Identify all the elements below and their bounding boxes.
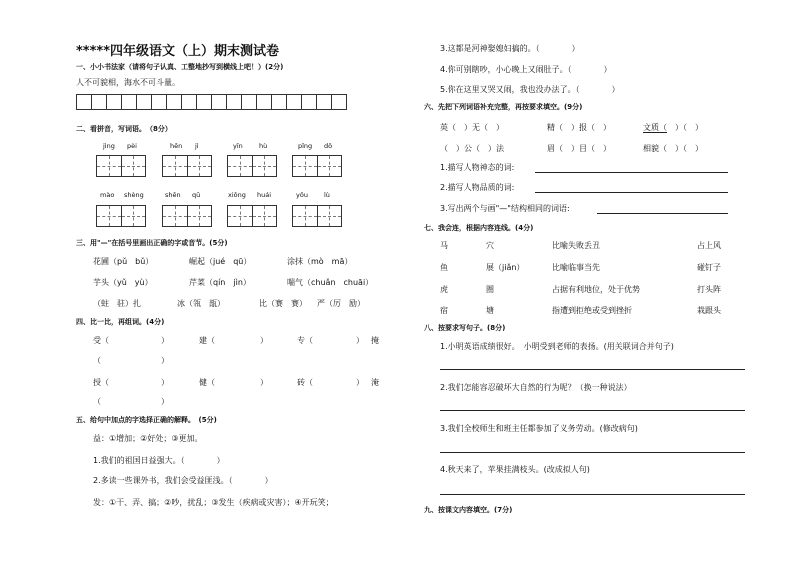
bracket: ） [161,336,169,345]
tian-grid[interactable] [292,205,342,227]
bracket: ） [356,336,364,345]
idiom-blank[interactable]: （ ）公（ ）法 [440,144,504,153]
tian-grid[interactable] [162,155,212,177]
compare-item: 受（ [93,336,109,345]
pinyin: jì [195,142,199,150]
question: 1.我们的祖国日益强大。（ ） [93,456,225,465]
section-3-heading: 三、用"—"在括号里画出正确的字或音节。(5分) [76,239,228,247]
tian-grid[interactable] [162,205,212,227]
match-mid[interactable]: 展（jiǎn） [486,263,525,272]
option-item[interactable]: 芹菜（qín jìn） [189,278,251,287]
answer-line[interactable] [535,172,728,173]
compare-item: 健（ [199,378,215,387]
fill-question: 1.描写人物神态的词: [440,163,515,172]
option-item[interactable]: （蛀 驻）扎 [93,299,141,308]
pinyin: hù [259,142,268,150]
tian-grid[interactable] [96,205,146,227]
tian-grid[interactable] [292,155,342,177]
definition: 益：①增加；②好处；③更加。 [93,434,203,443]
pinyin: xiōng [228,191,246,199]
answer-line[interactable] [440,494,745,495]
compare-item: 淹 [371,378,379,387]
pinyin: lù [324,191,330,199]
tian-grid[interactable] [227,205,277,227]
section-1-heading: 一、小小书法家（请将句子认真、工整地抄写到横线上吧！）(2分) [76,63,284,71]
compare-item: 建（ [199,336,215,345]
match-meaning[interactable]: 比喻失败丢丑 [552,241,600,250]
option-item[interactable]: 喘气（chuǎn chuāi） [287,278,374,287]
section-5-heading: 五、给句中加点的字选择正确的解释。 (5分) [76,416,217,424]
bracket: ） [161,356,169,365]
match-left[interactable]: 鱼 [440,263,448,272]
sentence-task: 3.我们全校师生和班主任都参加了义务劳动。(修改病句) [440,424,638,433]
match-mid[interactable]: 圈 [486,285,494,294]
option-item[interactable]: 涂抹（mò mā） [287,257,353,266]
match-mid[interactable]: 塘 [486,306,494,315]
pinyin: pǐng [298,142,313,150]
section-6-heading: 六、先把下列词语补充完整，再按要求填空。(9分) [424,103,583,111]
bracket: ） [356,378,364,387]
idiom-blank[interactable]: 文质（ ）（ ） [643,123,703,132]
compare-item: 砖（ [297,378,313,387]
bracket: ） [260,378,268,387]
match-idiom[interactable]: 碰钉子 [697,263,721,272]
bracket: ） [161,397,169,406]
match-meaning[interactable]: 指遭到拒绝或受到挫折 [552,306,632,315]
tian-grid[interactable] [96,155,146,177]
match-left[interactable]: 马 [440,241,448,250]
option-item[interactable]: 花圃（pǔ bǔ） [93,257,154,266]
bracket: （ [93,397,101,406]
idiom-blank[interactable]: 精（ ）报（ ） [547,123,611,132]
option-item[interactable]: 冰（瓴 瓿） [177,299,225,308]
bracket: ） [161,378,169,387]
section-9-heading: 九、按课文内容填空。(7分) [424,506,513,514]
tian-grid[interactable] [227,155,277,177]
compare-item: 掩 [371,336,379,345]
writing-grid[interactable] [76,94,346,110]
pinyin: yīn [233,142,243,150]
match-left[interactable]: 宿 [440,306,448,315]
idiom-blank[interactable]: 相貌（ ）（ ） [643,144,703,153]
pinyin: shēn [165,191,181,199]
match-mid[interactable]: 穴 [486,241,494,250]
pinyin: huái [257,191,272,199]
answer-line[interactable] [440,410,745,411]
copy-sentence: 人不可貌相，海水不可斗量。 [76,78,180,87]
answer-line[interactable] [535,192,728,193]
pinyin: shèng [124,191,144,199]
question: 3.这都是河神娶媳妇搞的。（ ） [440,44,580,53]
option-item[interactable]: 严（厉 励） [317,299,365,308]
sentence-task: 1.小明英语成绩很好。 小明受到老师的表扬。(用关联词合并句子) [440,342,674,351]
pinyin: yǒu [296,191,308,199]
definition: 发：①干、弄、搞；②吵，扰乱；③发生（疾病或灾害）；④开玩笑； [93,498,334,507]
pinyin: pèi [127,142,137,150]
pinyin: hēn [170,142,183,150]
match-meaning[interactable]: 占据有利地位，处于优势 [552,285,640,294]
compare-item: 专（ [297,336,313,345]
compare-item: 授（ [93,378,109,387]
sentence-task: 2.我们怎能容忍破坏大自然的行为呢？（换一种说法） [440,383,632,392]
pinyin: dǒ [324,142,333,150]
option-item[interactable]: 比（赛 赛） [259,299,307,308]
fill-question: 3.写出两个与画"—"结构相同的词语: [440,204,570,213]
match-idiom[interactable]: 占上风 [697,241,721,250]
question: 4.你可别瞎吵，小心晚上又闹肚子。（ ） [440,65,612,74]
sentence-task: 4.秋天来了，苹果挂满枝头。(改成拟人句) [440,465,590,474]
question: 2.多读一些课外书，我们会受益匪浅。（ ） [93,476,273,485]
section-4-heading: 四、比一比，再组词。(4分) [76,318,165,326]
section-2-heading: 二、看拼音，写词语。 （8分） [76,125,172,133]
page-title: *****四年级语文（上）期末测试卷 [76,44,279,59]
option-item[interactable]: 芋头（yǔ yù） [93,278,153,287]
match-meaning[interactable]: 比喻临事当先 [552,263,600,272]
question: 5.你在这里又哭又闹，我也没办法了。（ ） [440,85,620,94]
idiom-blank[interactable]: 英（ ）无（ ） [440,123,504,132]
answer-line[interactable] [440,369,745,370]
answer-line[interactable] [440,452,745,453]
idiom-blank[interactable]: 眉（ ）目（ ） [547,144,611,153]
answer-line[interactable] [597,213,728,214]
pinyin: jìng [103,142,115,150]
option-item[interactable]: 崛起（jué qū） [189,257,252,266]
section-8-heading: 八、按要求写句子。(8分) [424,324,506,332]
fill-question: 2.描写人物品质的词: [440,183,515,192]
bracket: ） [260,336,268,345]
match-left[interactable]: 虎 [440,285,448,294]
section-7-heading: 七、我会连，根据内容连线。(4分) [424,224,534,232]
pinyin: mào [100,191,115,199]
bracket: （ [93,356,101,365]
match-idiom[interactable]: 打头阵 [697,285,721,294]
match-idiom[interactable]: 栽跟头 [697,306,721,315]
pinyin: qū [192,191,201,199]
